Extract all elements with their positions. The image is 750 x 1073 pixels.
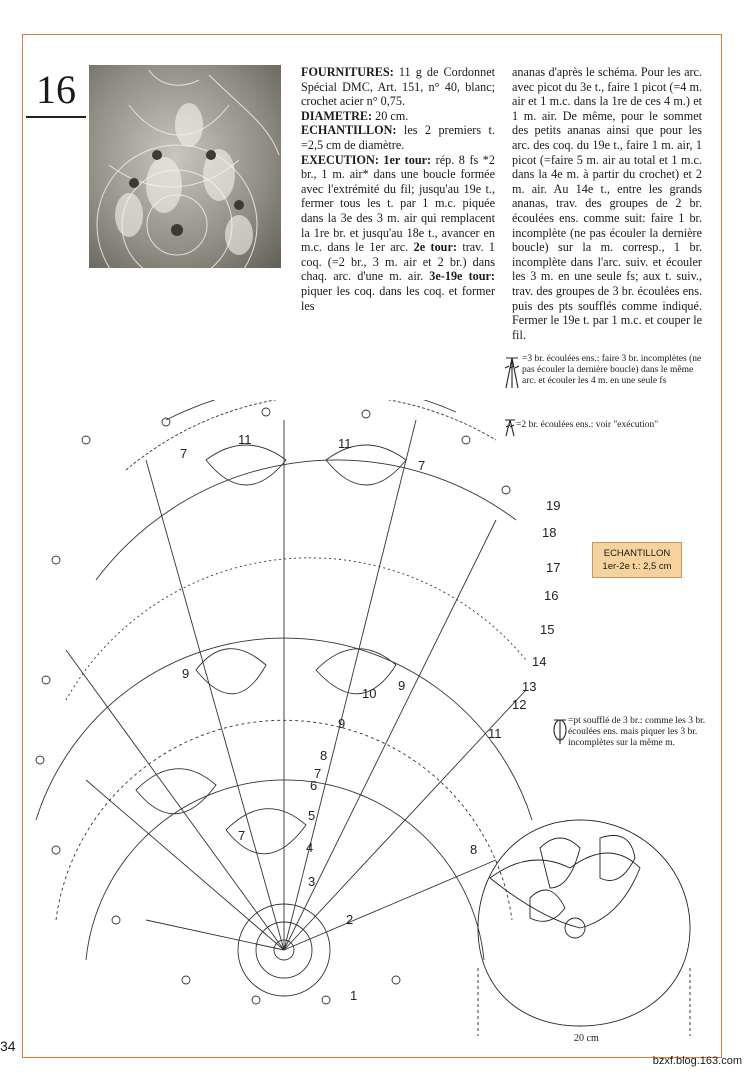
chart-label-7c: 7 [314,766,322,781]
chart-label-9a: 9 [182,666,190,681]
row-number-19: 19 [546,498,561,513]
chart-label-8b: 8 [470,842,478,857]
doily-photo-image [89,65,281,268]
pattern-number: 16 [36,67,76,112]
echantillon-text: les 2 premiers t. =2,5 cm de diamètre. [301,123,495,152]
instructions-column-2 [512,65,702,342]
row-number-16: 16 [544,588,559,603]
chart-label-2: 2 [346,912,354,927]
source-url: bzxf.blog.163.com [652,1055,742,1067]
three-dc-cluster-icon [503,356,521,390]
diametre-paragraph [301,109,495,124]
tour3-text: piquer les coq. dans les coq. et former les [301,283,495,313]
instructions-continued: ananas d'après le schéma. Pour les arc. avec picot du 3e t., faire 1 picot (=4 m. air et 1 m.c. dans la 1re de ces 4 m.) et 1 m. air. De même, pour le sommet des petits ananas ainsi que pour les arc. des coq. du 19e t., faire 1 m. air, 1 picot (=faire 5 m. air au total et 1 m.c. dans la 4e m. à partir du crochet) et 2 m. air. Au 14e t., entre les grands ananas, trav. des groupes de 2 br. écoulées ens. comme suit: faire 1 br. incomplète (ne pas écouler la dernière boucle) sur la m. corresp., 1 br. incomplète dans l'arc. suiv. et écouler les 3 m. en une seule fs; aux t. suiv., trav. des groupes de 3 br. écoulées ens. puis des pts soufflés comme indiqué. Fermer le 19e t. par 1 m.c. et couper le fil. [512,65,702,342]
row-number-18: 18 [542,525,557,540]
echantillon-box-value: 1er-2e t.: 2,5 cm [602,561,672,572]
chart-label-11b: 11 [338,436,352,451]
chart-label-7a: 7 [180,446,188,461]
page-number: 34 [0,1038,16,1054]
chart-label-9b: 9 [398,678,406,693]
execution-text: rép. 8 fs *2 br., 1 m. air* dans une boucle formée avec l'extrémité du fil; jusqu'au 19e t., fermer tous les t. par 1 m.c. piquée dans la 3e des 3 m. air qui remplacent la 1re br. et jusqu'au 18e t., avancer en m.c. dans le 1er arc. [301,152,495,255]
row-number-12: 12 [512,697,527,712]
tour2-text: trav. 1 coq. (=2 br., 3 m. air et 2 br.) dans chaq. arc. d'une m. air. [301,240,496,284]
chart-label-11a: 11 [238,432,252,447]
tour3-label: 3e-19e tour: [429,269,495,284]
echantillon-paragraph [301,123,495,152]
chart-label-8: 8 [320,748,328,763]
row-number-11: 11 [488,726,502,741]
legend-two-dc-cluster: =2 br. écoulées ens.: voir "exécution" [516,420,659,430]
pattern-number-box [26,66,86,114]
echantillon-label: ECHANTILLON: [301,123,397,138]
execution-label: EXECUTION: 1er tour: [301,152,432,167]
legend-three-dc-cluster: =3 br. écoulées ens.: faire 3 br. incomplètes (ne pas écouler la dernière boucle) dans le même arc. et écouler les 4 m. en une seule fs [522,354,702,386]
chart-label-7b: 7 [418,458,426,473]
instructions-column-1 [301,65,495,313]
dimension-label: 20 cm [574,1033,599,1044]
fournitures-paragraph [301,65,495,109]
row-number-17: 17 [546,560,561,575]
diametre-text: 20 cm. [372,108,409,123]
doily-photo [89,65,281,268]
chart-label-9c: 9 [338,716,346,731]
placement-diagram [470,808,700,1038]
row-number-13: 13 [522,679,537,694]
execution-paragraph [301,153,495,314]
chart-label-5: 5 [308,808,316,823]
tour2-label: 2e tour: [413,240,457,255]
legend-puff-stitch: =pt soufflé de 3 br.: comme les 3 br. écoulées ens. mais piquer les 3 br. incomplètes sur la même m. [568,716,706,748]
echantillon-box [592,542,682,578]
chart-label-7d: 7 [238,828,246,843]
echantillon-box-title: ECHANTILLON [603,548,671,559]
chart-label-10: 10 [362,686,377,701]
diametre-label: DIAMETRE: [301,108,373,123]
chart-label-4: 4 [306,840,314,855]
chart-label-1: 1 [350,988,358,1003]
number-underline [26,116,86,118]
row-number-15: 15 [540,622,555,637]
chart-label-6: 6 [310,778,318,793]
row-number-14: 14 [532,654,547,669]
fournitures-text: 11 g de Cordonnet Spécial DMC, Art. 151, n° 40, blanc; crochet acier n° 0,75. [301,65,495,109]
fournitures-label: FOURNITURES: [301,65,394,79]
chart-label-3: 3 [308,874,316,889]
